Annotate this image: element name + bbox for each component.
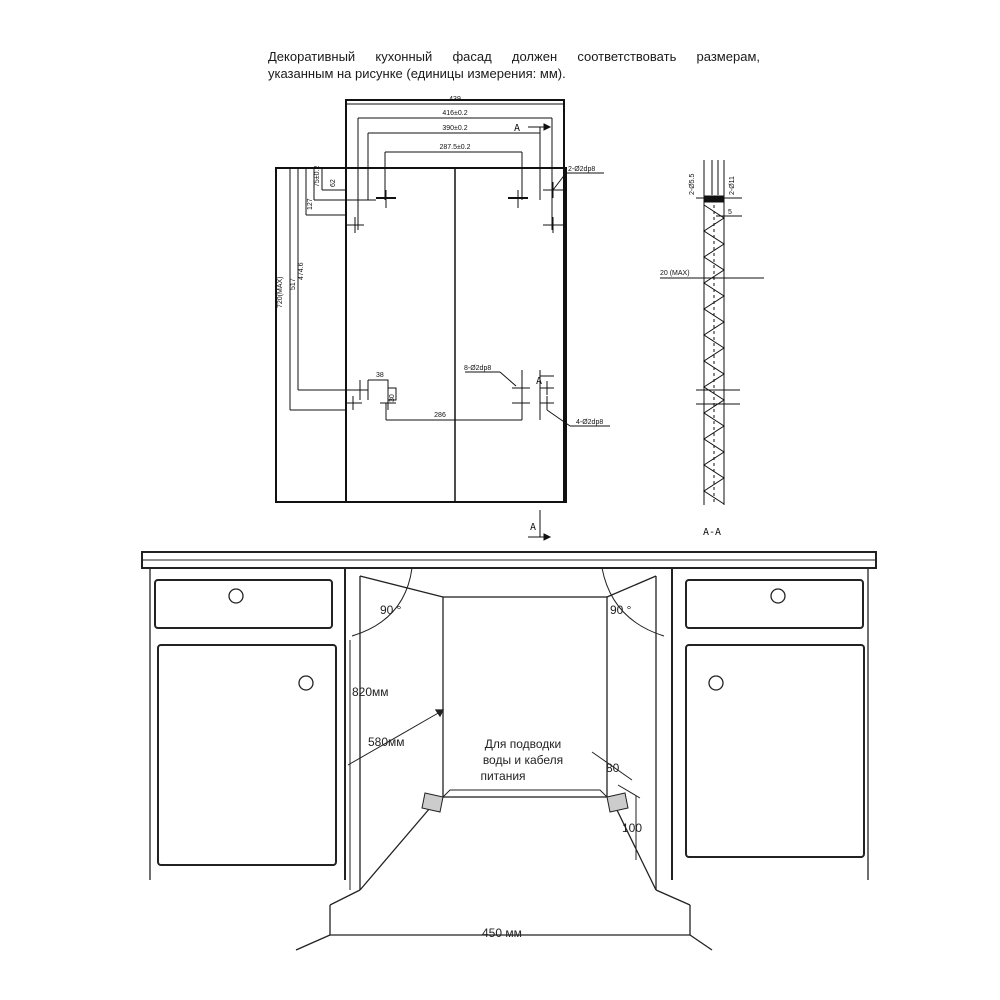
section-mark-mid: A [536, 376, 543, 387]
note-line-3: питания [480, 769, 526, 783]
dim-517: 517 [290, 278, 297, 290]
sec-dim-5: 5 [728, 209, 732, 216]
section-drawing [660, 160, 764, 505]
holes-bottom-right: 4-Ø2dp8 [576, 419, 604, 426]
sec-dim-11: 2-Ø11 [729, 176, 736, 195]
right-drawer [686, 580, 863, 628]
dim-75: 75±0.2 [314, 165, 321, 187]
dim-100: 100 [622, 821, 643, 835]
left-drawer-knob [229, 589, 243, 603]
section-mark-top: A [514, 123, 521, 134]
holes-top-right: 2-Ø2dp8 [568, 166, 596, 173]
dim-287: 287.5±0.2 [439, 144, 471, 151]
dim-127: 127 [307, 198, 314, 210]
dim-38: 38 [376, 372, 384, 379]
dim-286: 286 [434, 412, 446, 419]
dim-390: 390±0.2 [442, 125, 468, 132]
angle-right: 90 ° [610, 603, 632, 617]
sec-dim-20: 20 (MAX) [660, 270, 690, 277]
dim-474: 474.6 [298, 262, 305, 280]
dim-720: 720(MAX) [277, 276, 284, 308]
right-door-knob [709, 676, 723, 690]
holes-mid-right: 8-Ø2dp8 [464, 365, 492, 372]
section-mark-bottom: A [530, 522, 537, 533]
dim-439: 439 [449, 96, 461, 103]
dim-416: 416±0.2 [442, 110, 468, 117]
sec-dim-55: 2-Ø5.5 [689, 173, 696, 195]
panel-drawing [276, 100, 610, 540]
depth-label: 580мм [368, 735, 405, 749]
angle-left: 90 ° [380, 603, 402, 617]
niche-drawing [142, 552, 876, 950]
dim-62: 62 [330, 179, 337, 187]
dim-30: 30 [389, 394, 396, 402]
note-line-2: воды и кабеля [482, 753, 564, 767]
note-line-1: Для подводки [484, 737, 562, 751]
left-door [158, 645, 336, 865]
panel-outline [276, 165, 566, 502]
niche-back [443, 597, 607, 797]
section-label: A-A [703, 527, 722, 538]
width-label: 450 мм [482, 926, 522, 940]
height-label: 820мм [352, 685, 389, 699]
caption-line-2: указанным на рисунке (единицы измерения: мм). [268, 66, 566, 81]
dim-80: 80 [606, 761, 620, 775]
right-drawer-knob [771, 589, 785, 603]
left-door-knob [299, 676, 313, 690]
caption-line-1: Декоративный кухонный фасад должен соответствовать размерам, [268, 49, 760, 64]
left-drawer [155, 580, 332, 628]
